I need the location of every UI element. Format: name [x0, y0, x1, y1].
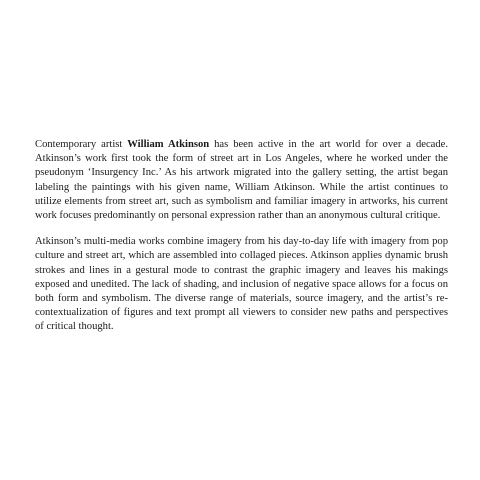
artist-name: William Atkinson: [127, 139, 210, 150]
statement-paragraph-1: [35, 138, 448, 223]
paragraph-1-intro: Contemporary artist: [35, 139, 128, 150]
paragraph-1-body: has been active in the art world for over a decade. Atkinson’s work first took the form of street art in Los Angeles, where he worked under the pseudonym ‘Insurgency Inc.’ As his artwork migrated into the gallery setting, the artist began labeling the paintings with his given name, William Atkinson. While the artist continues to utilize elements from street art, such as symbolism and familiar imagery in artworks, his current work focuses predominantly on personal expression rather than an anonymous cultural critique.: [35, 139, 449, 222]
statement-paragraph-2: Atkinson’s multi-media works combine imagery from his day-to-day life with imagery from pop culture and street art, which are assembled into collaged pieces. Atkinson applies dynamic brush strokes and lines in a gestural mode to contrast the graphic imagery and leaves his makings exposed and unedited. The lack of shading, and inclusion of negative space allows for a focus on both form and symbolism. The diverse range of materials, source imagery, and the artist’s re-contextualization of figures and text prompt all viewers to consider new paths and perspectives of critical thought.: [35, 236, 448, 333]
artist-statement: [35, 138, 448, 347]
